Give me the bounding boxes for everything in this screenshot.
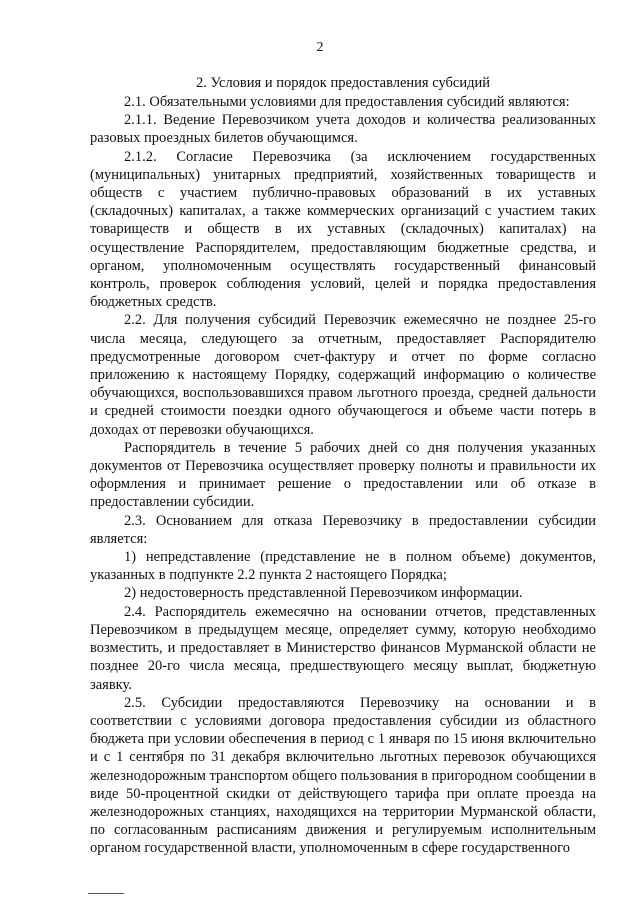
document-body bbox=[90, 74, 596, 858]
paragraph-refusal-reason-2: 2) недостоверность представленной Перевозчиком информации. bbox=[124, 585, 523, 602]
page-number: 2 bbox=[316, 40, 324, 55]
paragraph-2-1-1: 2.1.1. Ведение Перевозчиком учета доходов и количества реализованных разовых проездных билетов обучающимся. bbox=[90, 112, 596, 147]
paragraph-2-5: 2.5. Субсидии предоставляются Перевозчику на основании и в соответствии с условиями договора предоставления субсидии из областного бюджета при условии обеспечения в период с 1 января по 15 июня включительно и с 1 сентября по 31 декабря включительно льготных перевозок обучающихся железнодорожным транспортом общего пользования в пригородном сообщении в виде 50-процентной скидки от действующего тарифа при оплате проезда на железнодорожных станциях, находящихся на территории Мурманской области, по согласованным расписаниям движения и регулируемым исполнительным органом государственной власти, уполномоченным в сфере государственного bbox=[90, 694, 596, 857]
footer-divider bbox=[88, 893, 124, 894]
paragraph-refusal-reason-1: 1) непредставление (представление не в полном объеме) документов, указанных в подпункте 2.2 пункта 2 настоящего Порядка; bbox=[90, 549, 596, 584]
section-heading: 2. Условия и порядок предоставления субсидий bbox=[195, 75, 490, 91]
paragraph-2-1-2: 2.1.2. Согласие Перевозчика (за исключением государственных (муниципальных) унитарных предприятий, хозяйственных товариществ и обществ с участием публично-правовых образований в их уставных (складочных) капиталах, а также коммерческих организаций с участием таких товариществ и обществ в их уставных (складочных) капиталах) на осуществление Распорядителем, предоставляющим бюджетные средства, и органом, уполномоченным осуществлять государственный финансовый контроль, проверок соблюдения условий, целей и порядка предоставления бюджетных средств. bbox=[90, 148, 596, 311]
paragraph-2-3: 2.3. Основанием для отказа Перевозчику в предоставлении субсидии является: bbox=[90, 512, 596, 547]
paragraph-2-2: 2.2. Для получения субсидий Перевозчик ежемесячно не позднее 25-го числа месяца, следующего за отчетным, предоставляет Распорядителю предусмотренные договором счет-фактуру и отчет по форме согласно приложению к настоящему Порядку, содержащий информацию о количестве обучающихся, воспользовавшихся правом льготного проезда, средней дальности и средней стоимости поездки одного обучающегося и объеме части потерь в доходах от перевозки обучающихся. bbox=[90, 312, 596, 438]
paragraph-distributor-review: Распорядитель в течение 5 рабочих дней со дня получения указанных документов от Перевозчика осуществляет проверку полноты и правильности их оформления и принимает решение о предоставлении или об отказе в предоставлении субсидии. bbox=[90, 439, 596, 511]
paragraph-2-1: 2.1. Обязательными условиями для предоставления субсидий являются: bbox=[124, 94, 570, 110]
paragraph-2-4: 2.4. Распорядитель ежемесячно на основании отчетов, представленных Перевозчиком в предыдущем месяце, определяет сумму, которую необходимо возместить, и предоставляет в Министерство финансов Мурманской области не позднее 20-го числа месяца, предшествующего месяцу выплат, бюджетную заявку. bbox=[90, 603, 596, 693]
